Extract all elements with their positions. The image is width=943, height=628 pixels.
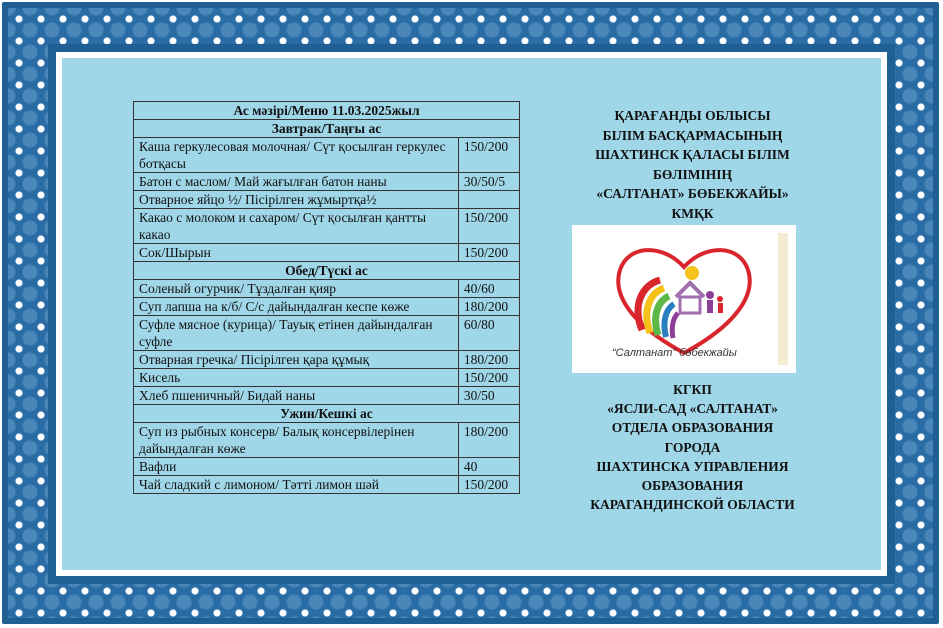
- org-kz-line: БӨЛІМІНІҢ: [653, 166, 732, 182]
- dish-name: Хлеб пшеничный/ Бидай наны: [134, 387, 459, 405]
- table-row: [134, 316, 520, 351]
- portion-size: 150/200: [458, 369, 519, 387]
- dish-name: Суфле мясное (курица)/ Тауық етінен дайындалған суфле: [134, 316, 459, 351]
- dish-name: Чай сладкий с лимоном/ Тәтті лимон шәй: [134, 476, 459, 494]
- portion-size: 180/200: [458, 298, 519, 316]
- dish-name: Вафли: [134, 458, 459, 476]
- portion-size: 150/200: [458, 244, 519, 262]
- portion-size: 180/200: [458, 423, 519, 458]
- organization-kz-block: [560, 106, 825, 223]
- organization-ru-block: [560, 380, 825, 514]
- org-kz-line: БІЛІМ БАСҚАРМАСЫНЫҢ: [602, 127, 783, 143]
- portion-size: 60/80: [458, 316, 519, 351]
- dish-name: Отварная гречка/ Пісірілген қара құмық: [134, 351, 459, 369]
- dish-name: Какао с молоком и сахаром/ Сүт қосылған қантты какао: [134, 209, 459, 244]
- org-kz-line: ШАХТИНСК ҚАЛАСЫ БІЛІМ: [595, 147, 790, 162]
- dish-name: Соленый огурчик/ Тұздалған қияр: [134, 280, 459, 298]
- section-heading-dinner: Ужин/Кешкі ас: [134, 405, 520, 423]
- org-ru-line: ОТДЕЛА ОБРАЗОВАНИЯ: [611, 420, 774, 436]
- table-row: [134, 369, 520, 387]
- table-row: [134, 209, 520, 244]
- org-ru-line: КАРАГАНДИНСКОЙ ОБЛАСТИ: [590, 497, 795, 513]
- logo-caption: “Салтанат” бөбекжайы: [612, 347, 737, 359]
- org-kz-line: «САЛТАНАТ» БӨБЕКЖАЙЫ»: [596, 186, 789, 201]
- section-heading-breakfast: Завтрак/Таңғы ас: [134, 120, 520, 138]
- org-ru-line: ОБРАЗОВАНИЯ: [641, 478, 744, 494]
- org-ru-line: «ЯСЛИ-САД «САЛТАНАТ»: [607, 401, 778, 417]
- org-ru-line: ГОРОДА: [664, 439, 721, 455]
- org-kz-line: ҚАРАҒАНДЫ ОБЛЫСЫ: [614, 108, 771, 123]
- dish-name: Сок/Шырын: [134, 244, 459, 262]
- portion-size: 40/60: [458, 280, 519, 298]
- table-row: [134, 387, 520, 405]
- table-row: [134, 458, 520, 476]
- dish-name: Батон с маслом/ Май жағылған батон наны: [134, 173, 459, 191]
- portion-size: [458, 191, 519, 209]
- table-row: [134, 244, 520, 262]
- portion-size: 30/50: [458, 387, 519, 405]
- menu-table: [133, 101, 520, 494]
- table-row: [134, 351, 520, 369]
- table-row: [134, 138, 520, 173]
- dish-name: Суп лапша на к/б/ С/с дайындалған кеспе көже: [134, 298, 459, 316]
- kindergarten-logo: [572, 225, 796, 373]
- menu-title: Ас мәзірі/Меню 11.03.2025жыл: [134, 102, 520, 120]
- portion-size: 30/50/5: [458, 173, 519, 191]
- portion-size: 150/200: [458, 209, 519, 244]
- dish-name: Отварное яйцо ½/ Пісірілген жұмыртқа½: [134, 191, 459, 209]
- dish-name: Каша геркулесовая молочная/ Сүт қосылған геркулес ботқасы: [134, 138, 459, 173]
- table-row: [134, 280, 520, 298]
- table-row: [134, 173, 520, 191]
- table-row: [134, 423, 520, 458]
- section-heading-lunch: Обед/Түскі ас: [134, 262, 520, 280]
- portion-size: 150/200: [458, 476, 519, 494]
- table-row: [134, 476, 520, 494]
- table-row: [134, 191, 520, 209]
- portion-size: 40: [458, 458, 519, 476]
- org-kz-line: КМҚК: [671, 205, 714, 221]
- table-row: [134, 298, 520, 316]
- org-ru-line: КГКП: [673, 382, 712, 397]
- portion-size: 180/200: [458, 351, 519, 369]
- portion-size: 150/200: [458, 138, 519, 173]
- org-ru-line: ШАХТИНСКА УПРАВЛЕНИЯ: [596, 458, 789, 474]
- dish-name: Кисель: [134, 369, 459, 387]
- dish-name: Суп из рыбных консерв/ Балық консервілерінен дайындалған көже: [134, 423, 459, 458]
